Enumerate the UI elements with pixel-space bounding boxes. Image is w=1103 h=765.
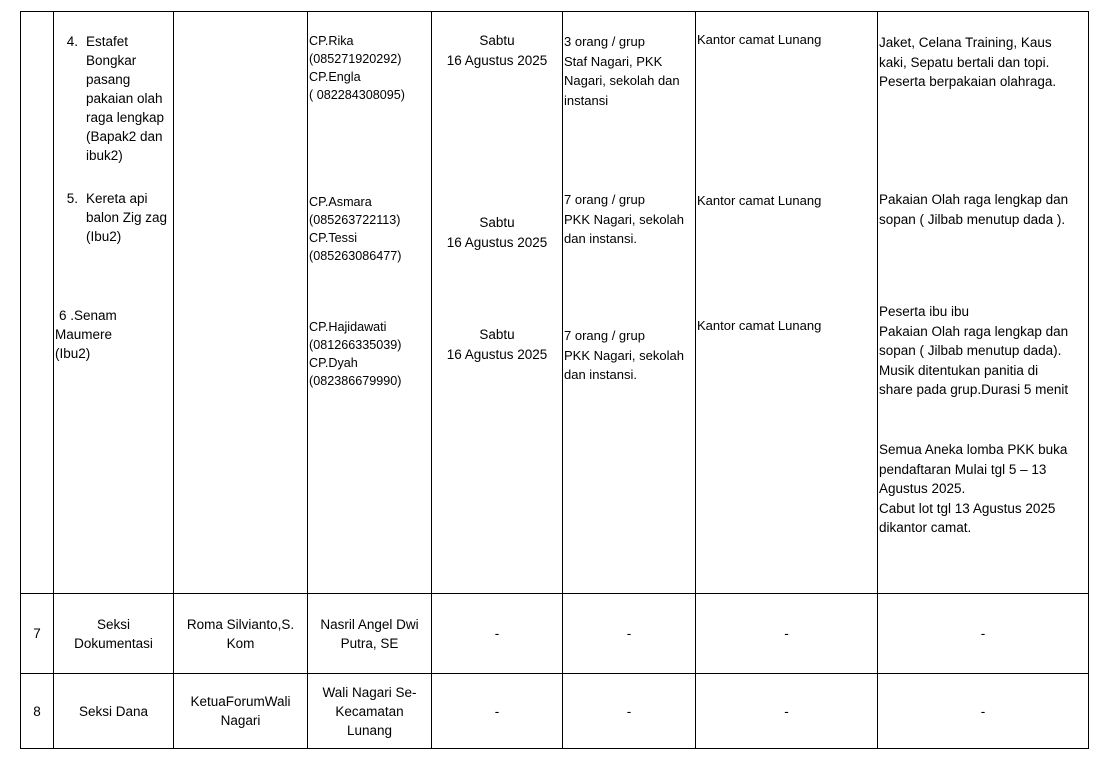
section-name: Seksi Dokumentasi [54,594,174,674]
dash-cell: - [696,674,878,749]
event-notes: Peserta ibu ibu Pakaian Olah raga lengkap dan sopan ( Jilbab menutup dada). Musik ditentukan panitia di share pada grup.Durasi 5 menit [879,304,1069,397]
event-date: Sabtu 16 Agustus 2025 [446,327,548,362]
dash-cell: - [563,674,696,749]
event-name-cell [54,12,174,594]
event-notes: Jaket, Celana Training, Kaus kaki, Sepatu bertali dan topi. Peserta berpakaian olahraga. [879,35,1057,89]
table-row [21,12,1089,594]
location: Kantor camat Lunang [697,32,822,47]
event-name: Estafet Bongkar pasang pakaian olah raga lengkap (Bapak2 dan ibuk2) [86,34,165,163]
dash-cell: - [432,594,563,674]
event-name: Maumere (Ibu2) [55,327,113,361]
event-notes: Pakaian Olah raga lengkap dan sopan ( Jilbab menutup dada ). [879,192,1069,227]
event-date: Sabtu 16 Agustus 2025 [446,215,548,250]
row-number: 7 [21,594,54,674]
no-cell [21,12,54,594]
general-note: Semua Aneka lomba PKK buka pendaftaran Mulai tgl 5 – 13 Agustus 2025. Cabut lot tgl 13 Agustus 2025 dikantor camat. [879,442,1068,535]
notes-cell [878,12,1089,594]
coordinator: Roma Silvianto,S. Kom [174,594,308,674]
dash-cell: - [563,594,696,674]
event-item [54,306,173,363]
section-name: Seksi Dana [54,674,174,749]
event-number: 5. [66,191,78,206]
event-date: Sabtu 16 Agustus 2025 [446,33,548,68]
event-item [54,189,173,246]
participants: 7 orang / grup PKK Nagari, sekolah dan instansi. [564,192,684,246]
empty-cell [174,12,308,594]
location-cell [696,12,878,594]
event-number: 4. [66,34,78,49]
participants: 3 orang / grup Staf Nagari, PKK Nagari, sekolah dan instansi [564,34,680,108]
table-row [21,594,1089,674]
table-row [21,674,1089,749]
event-number: 6 .Senam [59,308,117,323]
contact-person: CP.Rika (085271920292) CP.Engla ( 082284308095) [309,34,405,102]
dash-cell: - [696,594,878,674]
location: Kantor camat Lunang [697,193,822,208]
row-number: 8 [21,674,54,749]
dash-cell: - [878,674,1089,749]
location: Kantor camat Lunang [697,318,822,333]
event-item [54,32,173,165]
member: Nasril Angel Dwi Putra, SE [308,594,432,674]
contact-person: CP.Asmara (085263722113) CP.Tessi (085263086477) [309,195,402,263]
contact-person: CP.Hajidawati (081266335039) CP.Dyah (082386679990) [309,320,402,388]
dash-cell: - [432,674,563,749]
participants-cell [563,12,696,594]
schedule-table [20,11,1089,749]
date-cell [432,12,563,594]
participants: 7 orang / grup PKK Nagari, sekolah dan instansi. [564,328,684,382]
contact-cell [308,12,432,594]
event-name: Kereta api balon Zig zag (Ibu2) [86,191,168,244]
coordinator: KetuaForumWali Nagari [174,674,308,749]
dash-cell: - [878,594,1089,674]
member: Wali Nagari Se- Kecamatan Lunang [308,674,432,749]
